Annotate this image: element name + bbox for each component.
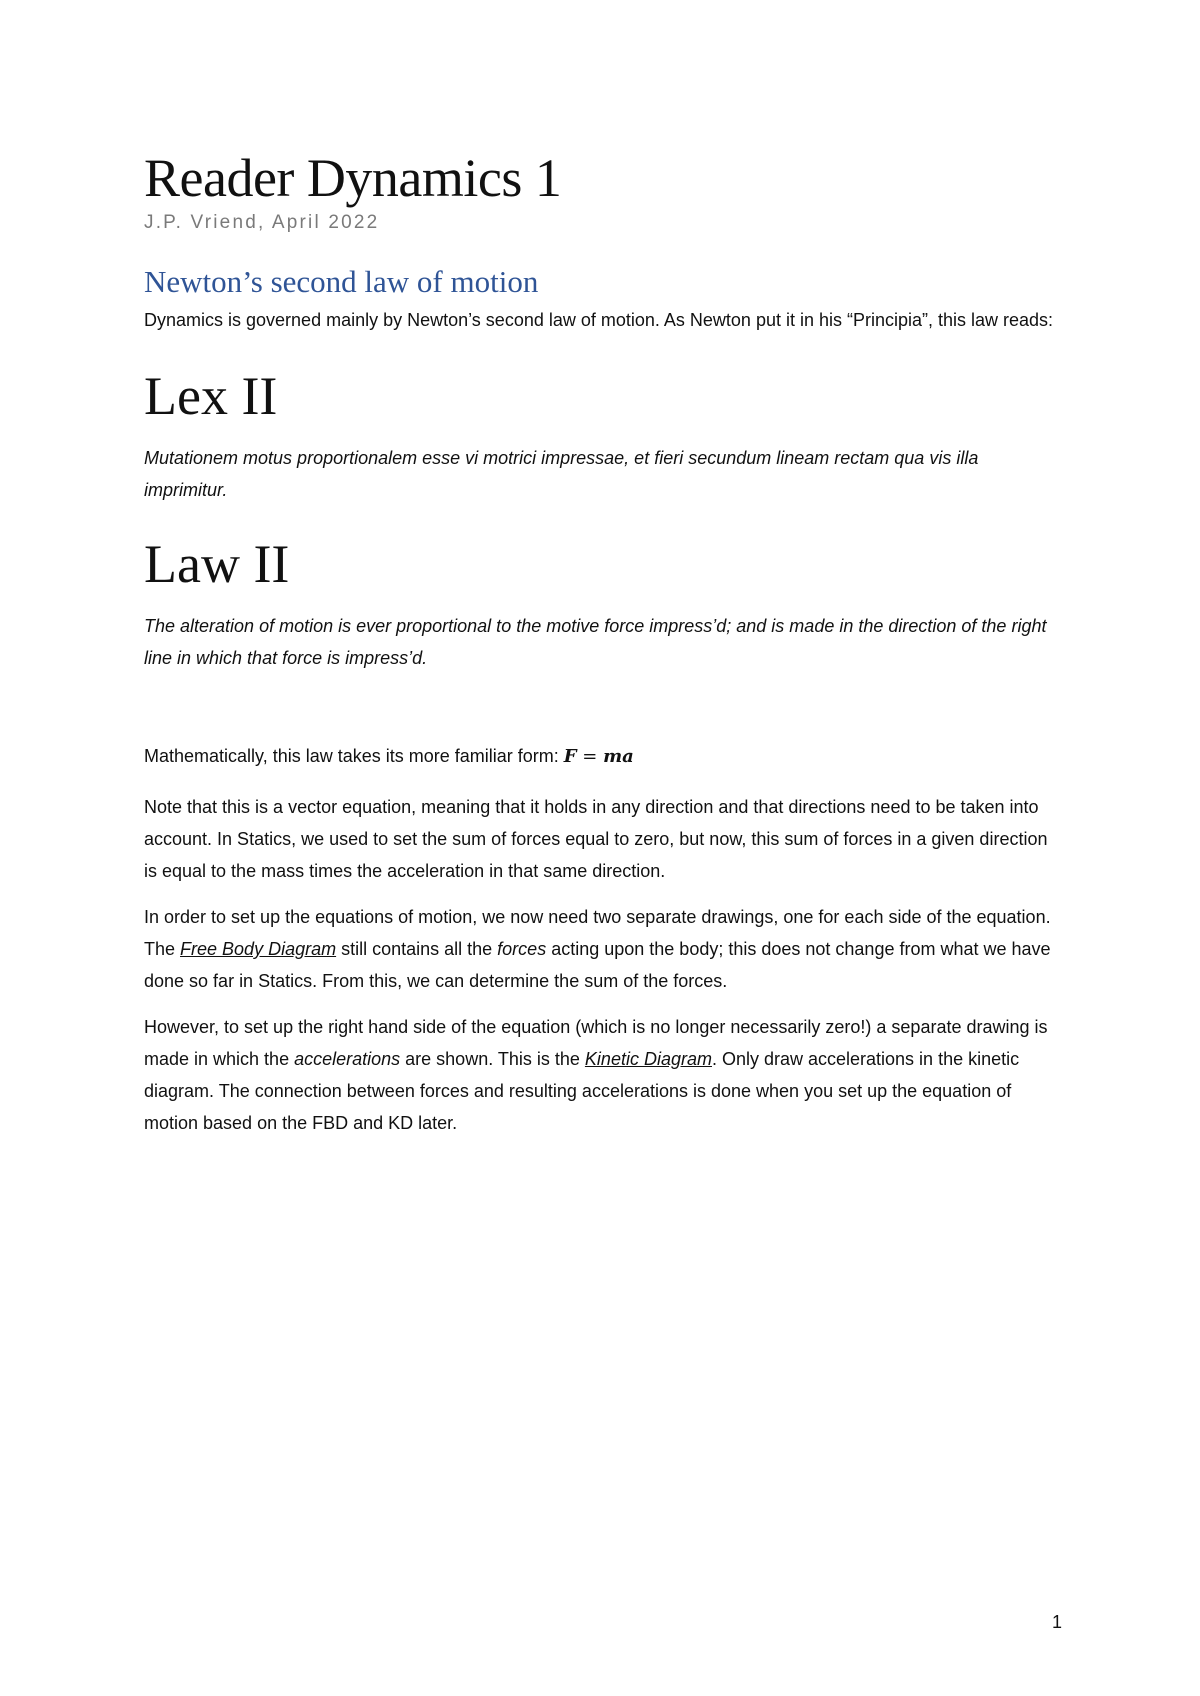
kd-text-2: are shown. This is the — [400, 1049, 585, 1069]
math-paragraph — [144, 740, 1064, 773]
law-text: The alteration of motion is ever proportional to the motive force impress’d; and is made in the direction of the right line in which that force is impress’d. — [144, 616, 1047, 668]
eom-text-2: still contains all the — [336, 939, 498, 959]
law-heading: Law II — [144, 534, 290, 594]
document-subtitle: J.P. Vriend, April 2022 — [144, 212, 380, 233]
document-title: Reader Dynamics 1 — [144, 148, 562, 208]
eom-text-3: acting upon the body; this does not change from what we have done so far in Statics. From this, we can determine the sum of the forces. — [144, 939, 1051, 991]
accelerations-emphasis: accelerations — [294, 1049, 401, 1069]
section-heading: Newton’s second law of motion — [144, 264, 539, 299]
intro-paragraph: Dynamics is governed mainly by Newton’s second law of motion. As Newton put it in his “Principia”, this law reads: — [144, 310, 1054, 330]
page-content — [144, 148, 1064, 1139]
math-equals: = — [576, 746, 604, 767]
forces-emphasis: forces — [497, 939, 547, 959]
kd-paragraph — [144, 1011, 1064, 1139]
math-symbol-ma: ma — [603, 746, 634, 767]
eom-text-1: In order to set up the equations of motion, we now need two separate drawings, one for each side of the equation. The — [144, 907, 1051, 959]
math-symbol-f: F — [563, 746, 577, 767]
lex-text: Mutationem motus proportionalem esse vi motrici impressae, et fieri secundum lineam rectam qua vis illa imprimitur. — [144, 448, 979, 500]
lex-heading: Lex II — [144, 366, 278, 426]
vector-paragraph: Note that this is a vector equation, meaning that it holds in any direction and that directions need to be taken into account. In Statics, we used to set the sum of forces equal to zero, but now, this sum of forces in a given direction is equal to the mass times the acceleration in that same direction. — [144, 797, 1048, 881]
kd-text-1: However, to set up the right hand side of the equation (which is no longer necessarily zero!) a separate drawing is made in which the — [144, 1017, 1048, 1069]
page-number: 1 — [1052, 1612, 1063, 1632]
kd-text-3: . Only draw accelerations in the kinetic diagram. The connection between forces and resulting accelerations is done when you set up the equation of motion based on the FBD and KD later. — [144, 1049, 1020, 1133]
math-intro: Mathematically, this law takes its more familiar form: — [144, 746, 564, 766]
eom-paragraph — [144, 901, 1064, 997]
free-body-diagram-link[interactable]: Free Body Diagram — [180, 939, 337, 959]
kinetic-diagram-link[interactable]: Kinetic Diagram — [584, 1049, 712, 1069]
